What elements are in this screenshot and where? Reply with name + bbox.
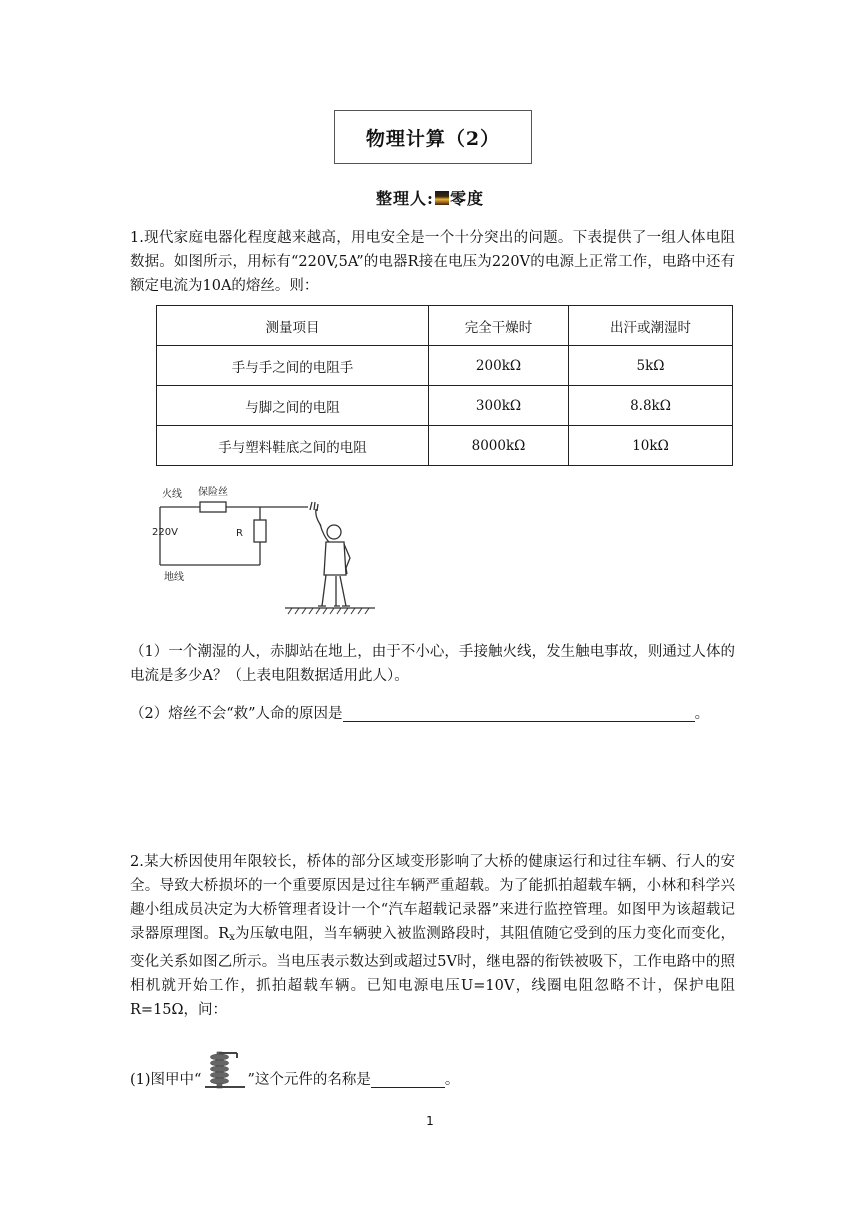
q2-intro: 2.某大桥因使用年限较长，桥体的部分区域变形影响了大桥的健康运行和过往车辆、行人的安全。导致大桥损坏的一个重要原因是过往车辆严重超载。为了能抓拍超载车辆，小林和科学兴趣小组成员决定为大桥管理者设计一个“汽车超载记录器”来进行监控管理。如图甲为该超载记录器原理图。$R_x$为压敏电阻，当车辆驶入被监测路段时，其阻值随它受到的压力变化而变化，变化关系如图乙所示。当电压表示数达到或超过5V时，继电器的衔铁被吸下，工作电路中的照相机就开始工作，抓拍超载车辆。已知电源电压U=10V，线圈电阻忽略不计，保护电阻R=15Ω，问： [130,854,735,1018]
q1-intro: 1.现代家庭电器化程度越来越高，用电安全是一个十分突出的问题。下表提供了一组人体电阻数据。如图所示，用标有“220V,5A”的电器R接在电压为220V的电源上正常工作，电路中还有额定电流为10A的熔丝。则： [130,230,735,294]
table-header-cell: 测量项目 [157,306,429,346]
table-cell: 200kΩ [429,346,569,386]
table-cell: 8000kΩ [429,426,569,466]
resistor-label: R [236,528,243,539]
table-cell: 5kΩ [569,346,733,386]
page-number: 1 [426,1114,434,1128]
table-header-cell: 完全干燥时 [429,306,569,346]
live-wire-label: 火线 [162,489,182,500]
resistance-table [156,305,733,466]
table-cell: 手与手之间的电阻手 [157,346,429,386]
table-cell: 手与塑料鞋底之间的电阻 [157,426,429,466]
person-figure [310,502,350,606]
answer-blank[interactable] [371,1069,445,1088]
table-header-cell: 出汗或潮湿时 [569,306,733,346]
fuse-label: 保险丝 [198,487,228,498]
circuit-diagram [150,480,380,616]
page-title: 物理计算（2） [334,110,532,164]
coil-icon [201,1050,247,1090]
ground-wire-label: 地线 [164,572,184,583]
voltage-label: 220V [152,527,178,538]
table-header-row [157,306,733,346]
table-cell: 与脚之间的电阻 [157,386,429,426]
table-cell: 300kΩ [429,386,569,426]
table-row [157,426,733,466]
author-line: 整理人: 零度 [376,189,484,208]
q1-part2: （2）熔丝不会“救”人命的原因是 。 [130,702,735,726]
table-row [157,386,733,426]
author-avatar-icon [435,191,449,205]
q1-part1: （1）一个潮湿的人，赤脚站在地上，由于不小心，手接触火线，发生触电事故，则通过人体的电流是多少A？（上表电阻数据适用此人）。 [130,644,735,684]
answer-blank[interactable] [343,703,695,722]
q2-part1: (1)图甲中“ ”这个元件的名称是 。 [130,1050,735,1092]
table-cell: 10kΩ [569,426,733,466]
table-cell: 8.8kΩ [569,386,733,426]
table-row [157,346,733,386]
